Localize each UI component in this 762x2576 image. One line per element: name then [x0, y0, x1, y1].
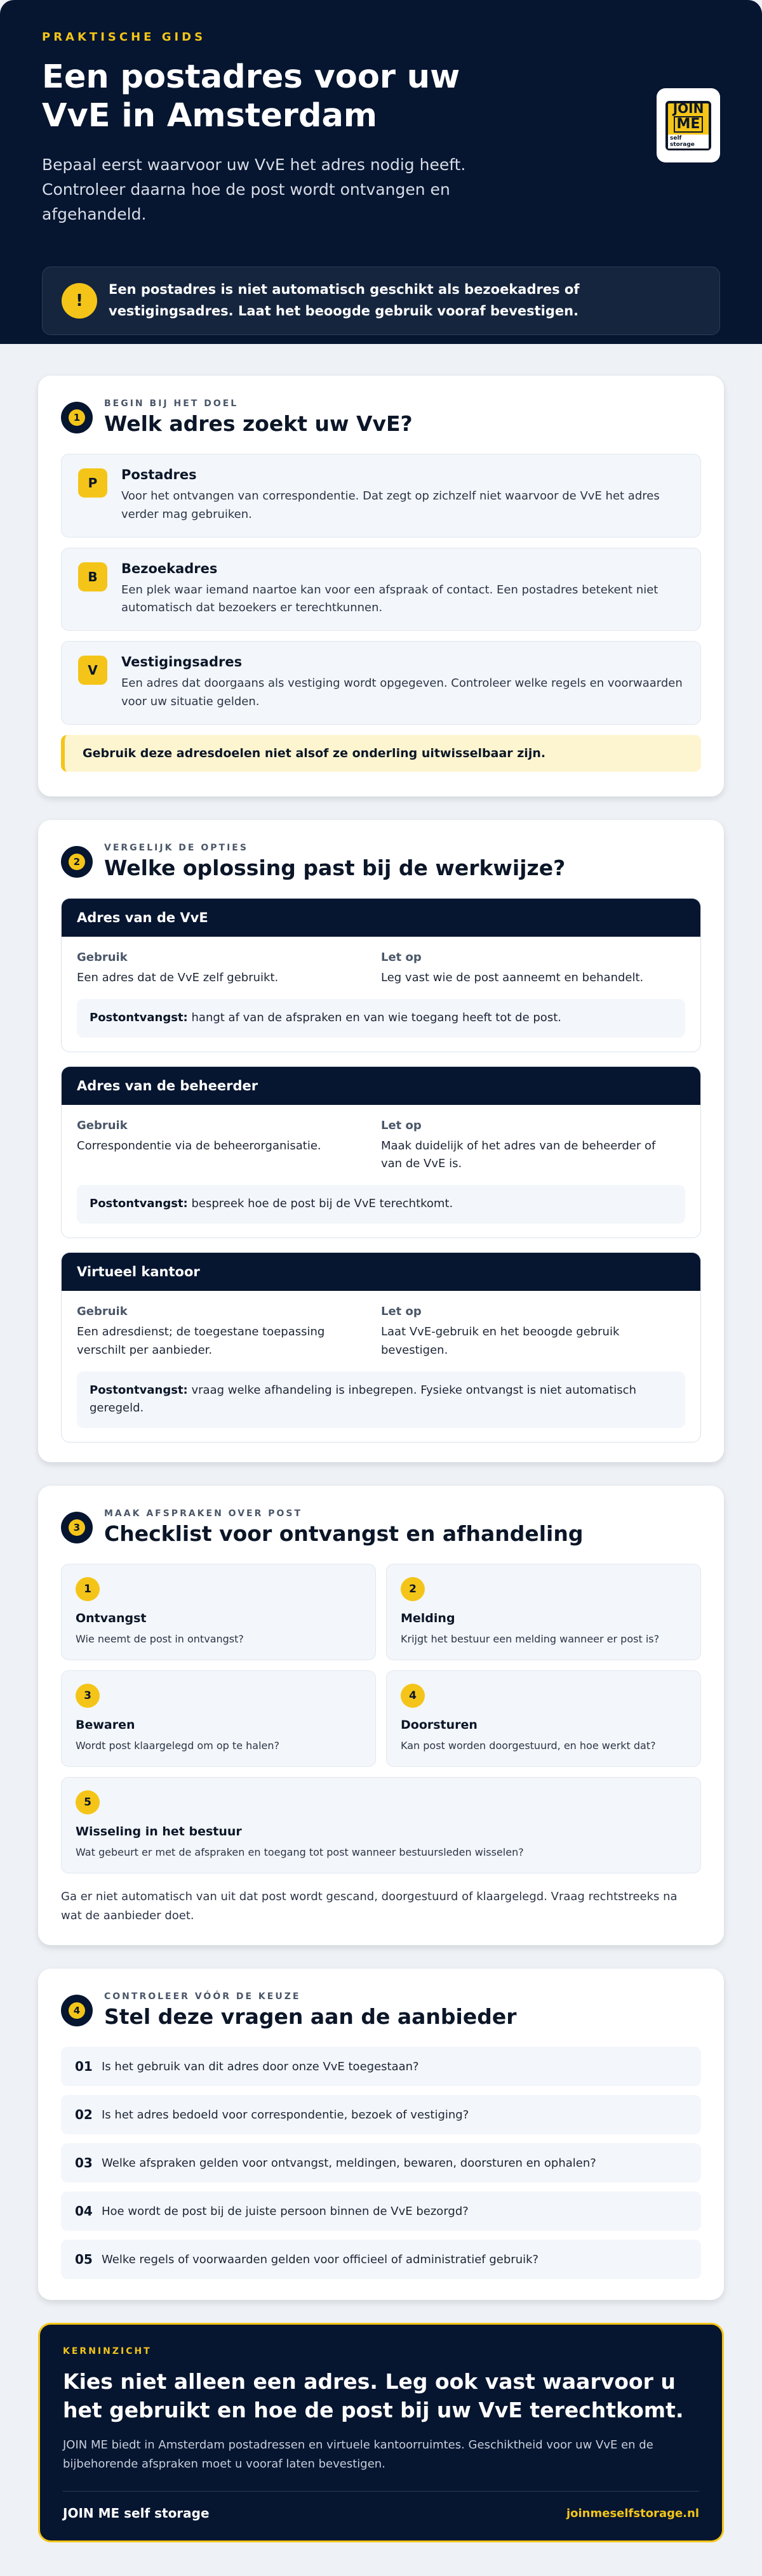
section-title: Welke oplossing past bij de werkwijze?: [104, 855, 566, 880]
hero-subtitle: Bepaal eerst waarvoor uw VvE het adres nodig heeft. Controleer daarna hoe de post wordt ontvangen en afgehandeld.: [42, 155, 466, 223]
website-link[interactable]: joinmeselfstorage.nl: [566, 2506, 699, 2520]
section-number-dot: 1: [69, 409, 85, 426]
section-header: [61, 1991, 701, 2029]
receipt-text: hangt af van de afspraken en van wie toegang heeft tot de post.: [191, 1010, 561, 1024]
section-checklist: [38, 1486, 724, 1945]
checklist-number: 4: [401, 1684, 425, 1708]
purpose-desc: Een adres dat doorgaans als vestiging wordt opgegeven. Controleer welke regels en voorwaarden voor uw situatie gelden.: [121, 677, 683, 708]
page-title: Een postadres voor uw VvE in Amsterdam: [42, 58, 460, 135]
section-header: [61, 1509, 701, 1546]
section-header: [61, 399, 701, 436]
checklist-item-melding: [386, 1564, 701, 1660]
option-title: Virtueel kantoor: [62, 1253, 700, 1291]
watch-label: Let op: [381, 1304, 422, 1318]
watch-label: Let op: [381, 1118, 422, 1132]
watch-text: Laat VvE-gebruik en het beoogde gebruik bevestigen.: [381, 1324, 620, 1357]
watch-text: Maak duidelijk of het adres van de beheerder of van de VvE is.: [381, 1139, 656, 1171]
purpose-badge: P: [78, 468, 107, 498]
use-text: Een adres dat de VvE zelf gebruikt.: [77, 971, 279, 984]
key-insight-title: Kies niet alleen een adres. Leg ook vast waarvoor u het gebruikt en hoe de post bij uw VvE terechtkomt.: [63, 2369, 684, 2422]
receipt-note: [77, 1185, 685, 1224]
watch-label: Let op: [381, 951, 422, 964]
use-label: Gebruik: [77, 1304, 128, 1318]
receipt-label: Postontvangst:: [90, 1197, 188, 1211]
checklist-item-ontvangst: [61, 1564, 376, 1660]
section-eyebrow: VERGELIJK DE OPTIES: [104, 843, 248, 853]
question-text: Is het gebruik van dit adres door onze VvE toegestaan?: [102, 2059, 419, 2073]
checklist-item-wisseling: [61, 1777, 701, 1873]
checklist-title: Ontvangst: [76, 1611, 147, 1625]
section-header: [61, 843, 701, 880]
checklist-number: 2: [401, 1577, 425, 1601]
option-title: Adres van de VvE: [62, 899, 700, 937]
section-title: Welk adres zoekt uw VvE?: [104, 411, 413, 436]
use-label: Gebruik: [77, 951, 128, 964]
checklist-item-doorsturen: [386, 1670, 701, 1767]
receipt-note: [77, 999, 685, 1038]
question-item: [61, 2047, 701, 2086]
checklist-item-bewaren: [61, 1670, 376, 1767]
checklist-title: Wisseling in het bestuur: [76, 1825, 242, 1839]
question-item: [61, 2095, 701, 2134]
option-title: Adres van de beheerder: [62, 1067, 700, 1105]
question-text: Is het adres bedoeld voor correspondentie, bezoek of vestiging?: [102, 2108, 469, 2122]
section-eyebrow: CONTROLEER VÓÓR DE KEUZE: [104, 1991, 301, 2002]
section-number-dot: 4: [69, 2002, 85, 2019]
purpose-item-vestigingsadres: [61, 641, 701, 725]
section-number: [61, 846, 93, 878]
section-title: Checklist voor ontvangst en afhandeling: [104, 1521, 584, 1546]
key-insight: [38, 2323, 724, 2542]
option-card-vve: [61, 898, 701, 1052]
purpose-item-postadres: [61, 454, 701, 538]
receipt-note: [77, 1371, 685, 1429]
section-number: [61, 1512, 93, 1543]
checklist-title: Doorsturen: [401, 1718, 478, 1732]
purpose-badge: B: [78, 562, 107, 591]
warning-icon: !: [62, 283, 97, 319]
question-number: 03: [75, 2155, 93, 2170]
purpose-title: Postadres: [121, 467, 197, 482]
section-provider-questions: [38, 1969, 724, 2300]
checklist-footnote: Ga er niet automatisch van uit dat post wordt gescand, doorgestuurd of klaargelegd. Vraag rechtstreeks na wat de aanbieder doet.: [61, 1890, 678, 1922]
checklist-desc: Krijgt het bestuur een melding wanneer er post is?: [401, 1633, 660, 1645]
checklist-title: Melding: [401, 1611, 455, 1625]
logo-mark: [665, 101, 711, 150]
checklist-title: Bewaren: [76, 1718, 135, 1732]
question-text: Hoe wordt de post bij de juiste persoon binnen de VvE bezorgd?: [102, 2204, 469, 2218]
receipt-label: Postontvangst:: [90, 1010, 188, 1024]
purpose-title: Bezoekadres: [121, 560, 218, 576]
section-compare-options: [38, 820, 724, 1462]
question-item: [61, 2143, 701, 2183]
checklist-number: 5: [76, 1790, 100, 1814]
checklist-desc: Wat gebeurt er met de afspraken en toegang tot post wanneer bestuursleden wisselen?: [76, 1846, 524, 1858]
question-text: Welke afspraken gelden voor ontvangst, meldingen, bewaren, doorsturen en ophalen?: [102, 2156, 596, 2170]
question-text: Welke regels of voorwaarden gelden voor officieel of administratief gebruik?: [102, 2252, 539, 2266]
key-insight-desc: JOIN ME biedt in Amsterdam postadressen en virtuele kantoorruimtes. Geschiktheid voor uw VvE en de bijbehorende afspraken moet u vooraf laten bevestigen.: [63, 2438, 653, 2471]
purpose-item-bezoekadres: [61, 548, 701, 631]
question-number: 01: [75, 2059, 93, 2074]
logo-text-self-storage: self storage: [668, 135, 709, 149]
use-text: Een adresdienst; de toegestane toepassing verschilt per aanbieder.: [77, 1324, 325, 1357]
question-number: 02: [75, 2107, 93, 2122]
brand-name: JOIN ME self storage: [63, 2506, 210, 2521]
section-eyebrow: BEGIN BIJ HET DOEL: [104, 399, 239, 409]
section-number-dot: 2: [69, 854, 85, 870]
use-label: Gebruik: [77, 1118, 128, 1132]
checklist-desc: Wordt post klaargelegd om op te halen?: [76, 1740, 279, 1752]
checklist-number: 3: [76, 1684, 100, 1708]
purpose-desc: Een plek waar iemand naartoe kan voor een afspraak of contact. Een postadres betekent niet automatisch dat bezoekers er terechtkunnen.: [121, 583, 658, 615]
hero: [0, 0, 762, 344]
join-me-logo: [657, 88, 720, 162]
key-insight-eyebrow: KERNINZICHT: [63, 2346, 152, 2356]
purpose-badge: V: [78, 656, 107, 685]
section-number: [61, 402, 93, 433]
section-title: Stel deze vragen aan de aanbieder: [104, 2004, 517, 2029]
option-card-virtueel-kantoor: [61, 1252, 701, 1443]
purpose-title: Vestigingsadres: [121, 654, 243, 670]
divider: [63, 2491, 699, 2492]
checklist-desc: Wie neemt de post in ontvangst?: [76, 1633, 244, 1645]
question-number: 05: [75, 2252, 93, 2267]
warning-callout: [42, 267, 720, 335]
watch-text: Leg vast wie de post aanneemt en behandelt.: [381, 971, 644, 984]
section-number: [61, 1995, 93, 2026]
receipt-text: vraag welke afhandeling is inbegrepen. Fysieke ontvangst is niet automatisch geregeld.: [90, 1383, 636, 1415]
receipt-label: Postontvangst:: [90, 1383, 188, 1397]
logo-text-me: ME: [674, 116, 704, 133]
logo-text-join: JOIN: [672, 101, 704, 116]
checklist-number: 1: [76, 1577, 100, 1601]
warning-text: Een postadres is niet automatisch geschikt als bezoekadres of vestigingsadres. Laat het beoogde gebruik vooraf bevestigen.: [109, 282, 580, 319]
use-text: Correspondentie via de beheerorganisatie.: [77, 1139, 321, 1153]
option-card-beheerder: [61, 1066, 701, 1238]
section-number-dot: 3: [69, 1519, 85, 1536]
question-item: [61, 2191, 701, 2231]
section-eyebrow: MAAK AFSPRAKEN OVER POST: [104, 1509, 303, 1519]
section-address-purpose: [38, 376, 724, 796]
purpose-note: Gebruik deze adresdoelen niet alsof ze onderling uitwisselbaar zijn.: [61, 735, 701, 772]
purpose-desc: Voor het ontvangen van correspondentie. Dat zegt op zichzelf niet waarvoor de VvE het adres verder mag gebruiken.: [121, 489, 660, 521]
question-item: [61, 2240, 701, 2279]
hero-eyebrow: PRAKTISCHE GIDS: [42, 30, 206, 44]
checklist-desc: Kan post worden doorgestuurd, en hoe werkt dat?: [401, 1740, 656, 1752]
receipt-text: bespreek hoe de post bij de VvE terechtkomt.: [191, 1197, 453, 1211]
question-number: 04: [75, 2203, 93, 2219]
